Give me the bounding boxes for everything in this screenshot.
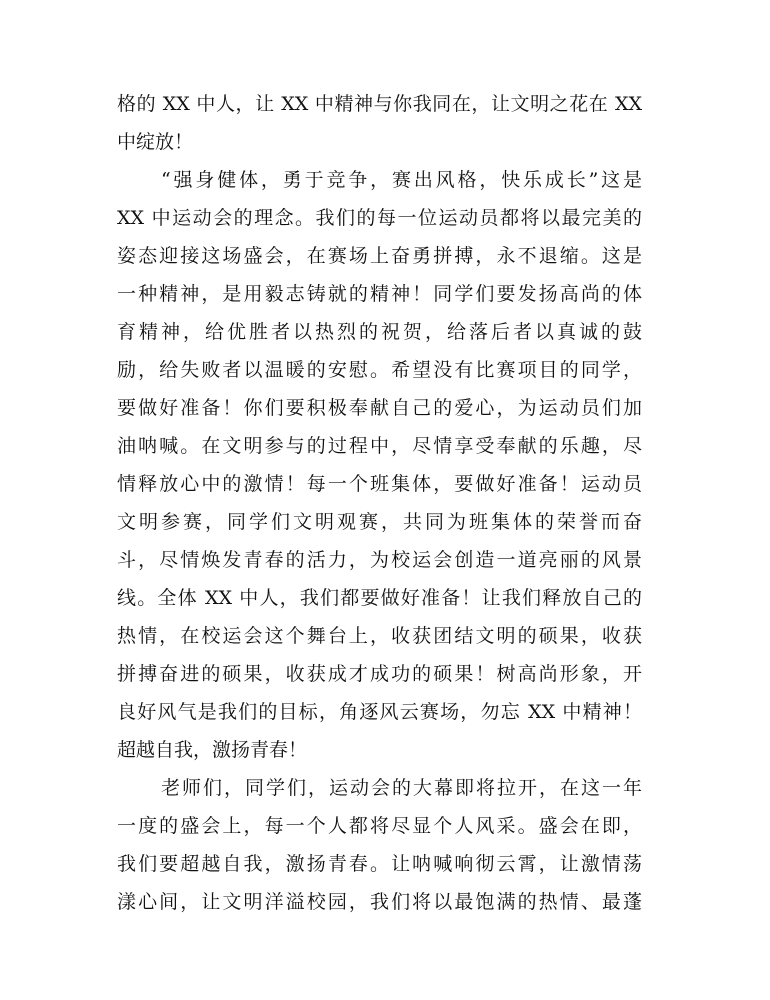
text-line: XX 中运动会的理念。我们的每一位运动员都将以最完美的 [117,207,642,229]
text-line: 我们要超越自我，激扬青春。让呐喊响彻云霄，让激情荡 [117,853,642,875]
text-line: 线。全体 XX 中人，我们都要做好准备！让我们释放自己的 [117,587,642,609]
text-line: 育精神，给优胜者以热烈的祝贺，给落后者以真诚的鼓 [117,321,642,343]
text-line: 漾心间，让文明洋溢校园，我们将以最饱满的热情、最蓬 [117,891,642,913]
text-line: 要做好准备！你们要积极奉献自己的爱心，为运动员们加 [117,397,642,419]
text-line: 斗，尽情焕发青春的活力，为校运会创造一道亮丽的风景 [117,549,642,571]
text-line: 情释放心中的激情！每一个班集体，要做好准备！运动员 [117,473,642,495]
text-line: 良好风气是我们的目标，角逐风云赛场，勿忘 XX 中精神！ [117,701,642,723]
text-line: 拼搏奋进的硕果，收获成才成功的硕果！树高尚形象，开 [117,663,642,685]
text-line: 文明参赛，同学们文明观赛，共同为班集体的荣誉而奋 [117,511,642,533]
text-line: 一度的盛会上，每一个人都将尽显个人风采。盛会在即， [117,815,642,837]
text-line: 姿态迎接这场盛会，在赛场上奋勇拼搏，永不退缩。这是 [117,245,642,267]
text-line: 格的 XX 中人，让 XX 中精神与你我同在，让文明之花在 XX [117,93,642,115]
document-body [117,85,642,921]
text-line: 励，给失败者以温暖的安慰。希望没有比赛项目的同学， [117,359,642,381]
text-line: 一种精神，是用毅志铸就的精神！同学们要发扬高尚的体 [117,283,642,305]
text-line: 热情，在校运会这个舞台上，收获团结文明的硕果，收获 [117,625,642,647]
text-line: 老师们，同学们，运动会的大幕即将拉开，在这一年 [161,777,642,799]
text-line: 超越自我，激扬青春！ [117,739,308,761]
text-line: 油呐喊。在文明参与的过程中，尽情享受奉献的乐趣，尽 [117,435,642,457]
text-line: 中绽放！ [117,131,194,153]
text-line: “强身健体，勇于竞争，赛出风格，快乐成长”这是 [161,169,642,191]
